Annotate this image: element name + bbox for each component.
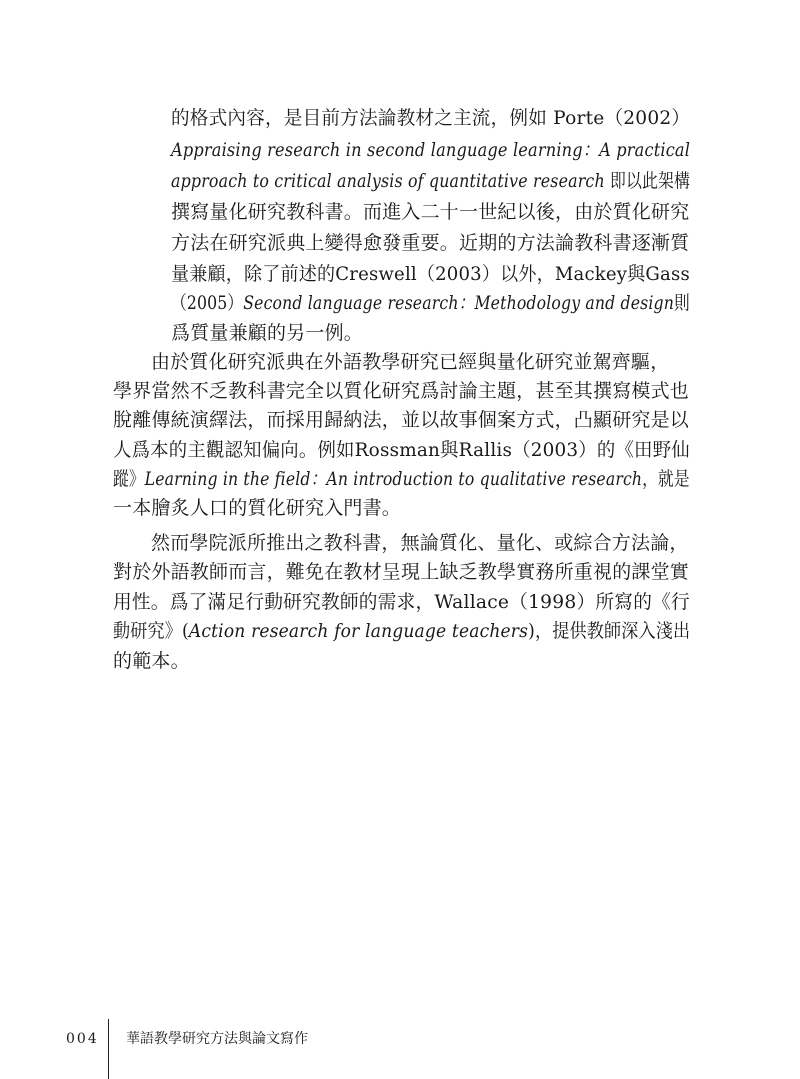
running-title: 華語教學研究方法與論文寫作 <box>126 1031 308 1047</box>
para2-line-4 <box>113 618 690 644</box>
para1-line-2: 學界當然不乏教科書完全以質化研究爲討論主題，甚至其撰寫模式也 <box>113 380 690 402</box>
text-run: ，就是 <box>642 468 690 490</box>
para1-line-4: 人爲本的主觀認知偏向。例如Rossman與Rallis（2003）的《田野仙 <box>113 439 690 461</box>
para1-line-5 <box>113 466 690 492</box>
para2-line-1: 然而學院派所推出之教科書，無論質化、量化、或綜合方法論， <box>151 532 689 554</box>
para1-line-6: 一本膾炙人口的質化研究入門書。 <box>113 497 402 519</box>
footer-divider <box>108 1019 109 1079</box>
quote-line-7 <box>171 290 690 316</box>
text-run: 即以此架構 <box>604 170 691 192</box>
text-run: 動研究》( <box>113 620 189 642</box>
quote-line-6: 量兼顧，除了前述的Creswell（2003）以外，Mackey與Gass <box>171 263 690 285</box>
quote-line-2 <box>171 137 690 163</box>
text-run: 則 <box>674 292 690 314</box>
para2-line-3: 用性。爲了滿足行動研究教師的需求，Wallace（1998）所寫的《行 <box>113 591 690 613</box>
page-number: 004 <box>66 1031 99 1047</box>
book-title-italic: approach to critical analysis of quantitative research <box>171 170 605 192</box>
quote-line-3 <box>171 168 690 194</box>
book-title-italic: Appraising research in second language learning：A practical <box>171 139 691 161</box>
quote-line-8: 爲質量兼顧的另一例。 <box>171 322 364 344</box>
book-title-italic: Action research for language teachers <box>188 620 529 642</box>
text-run: )，提供教師深入淺出 <box>528 620 691 642</box>
text-run: 蹤》 <box>113 468 145 490</box>
para2-line-5: 的範本。 <box>113 650 190 672</box>
quote-line-4: 撰寫量化研究教科書。而進入二十一世紀以後，由於質化研究 <box>171 201 690 223</box>
page-footer <box>66 1029 308 1049</box>
para2-line-2: 對於外語教師而言，難免在教材呈現上缺乏教學實務所重視的課堂實 <box>113 561 690 583</box>
quote-line-5: 方法在研究派典上變得愈發重要。近期的方法論教科書逐漸質 <box>171 232 690 254</box>
book-title-italic: Second language research：Methodology and design <box>243 292 675 314</box>
para1-line-3: 脫離傳統演繹法，而採用歸納法，並以故事個案方式，凸顯研究是以 <box>113 409 690 431</box>
book-title-italic: Learning in the field：An introduction to qualitative research <box>144 468 643 490</box>
quote-line-1: 的格式內容，是目前方法論教材之主流，例如 Porte（2002） <box>171 107 691 129</box>
text-run: （2005） <box>171 292 244 314</box>
para1-line-1: 由於質化研究派典在外語教學研究已經與量化研究並駕齊驅， <box>151 351 670 373</box>
